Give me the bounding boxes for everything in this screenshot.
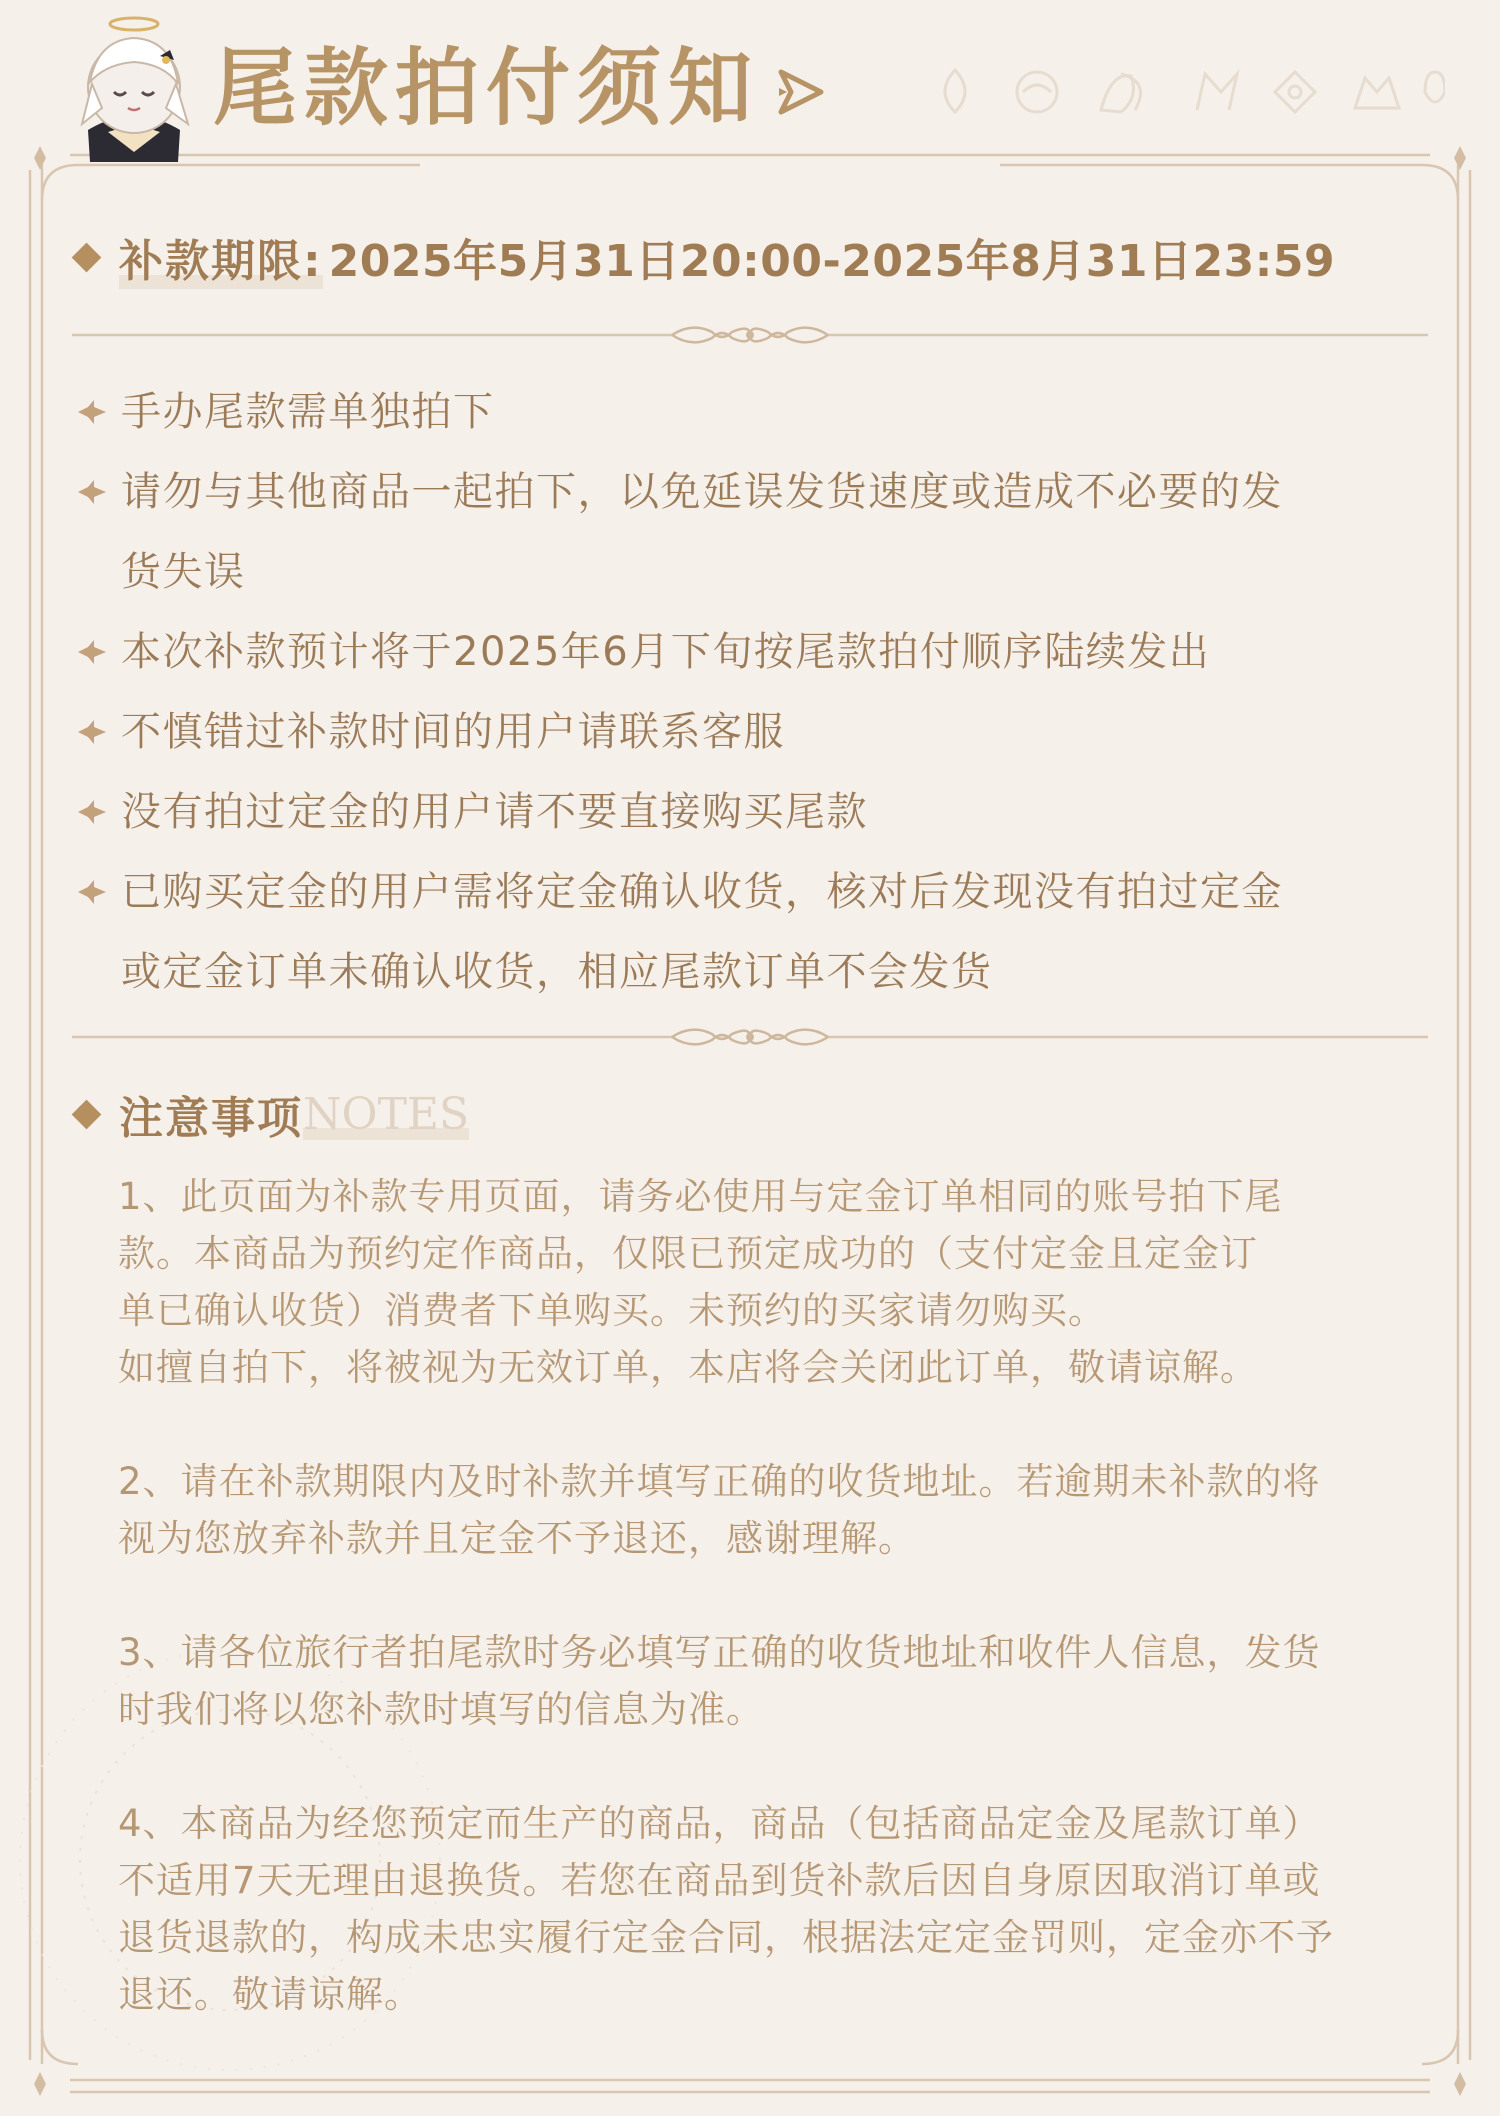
list-item (76, 372, 1396, 452)
notes-line: 2、请在补款期限内及时补款并填写正确的收货地址。若逾期未补款的将 (118, 1460, 1321, 1503)
notes-line: 单已确认收货）消费者下单购买。未预约的买家请勿购买。 (118, 1289, 1106, 1332)
notes-line: 不适用7天无理由退换货。若您在商品到货补款后因自身原因取消订单或 (118, 1859, 1321, 1902)
list-item (76, 772, 1396, 852)
notes-line: 4、本商品为经您预定而生产的商品，商品（包括商品定金及尾款订单） (118, 1802, 1321, 1845)
diamond-bullet-icon (72, 1099, 102, 1129)
list-item (76, 852, 1396, 1012)
list-item-text: 本次补款预计将于2025年6月下旬按尾款拍付顺序陆续发出 (121, 629, 1211, 675)
arrow-star-icon (775, 68, 827, 116)
page-title: 尾款拍付须知 (213, 38, 760, 137)
notes-line: 视为您放弃补款并且定金不予退还，感谢理解。 (118, 1517, 916, 1560)
notes-line: 如擅自拍下，将被视为无效订单，本店将会关闭此订单，敬请谅解。 (118, 1346, 1258, 1389)
ornamental-divider (72, 1022, 1428, 1052)
list-item (76, 692, 1396, 772)
list-item-text: 货失误 (121, 549, 246, 595)
list-item-text: 已购买定金的用户需将定金确认收货，核对后发现没有拍过定金 (121, 869, 1283, 915)
deadline-label: 补款期限: (119, 225, 323, 289)
ornamental-divider (72, 320, 1428, 350)
notes-title-en: NOTES (303, 1088, 470, 1140)
list-item-text: 没有拍过定金的用户请不要直接购买尾款 (121, 789, 868, 835)
deadline-value: 2025年5月31日20:00-2025年8月31日23:59 (328, 236, 1336, 287)
arrow-star-icon (76, 798, 108, 826)
notes-line: 退还。敬请谅解。 (118, 1973, 422, 2016)
arrow-star-icon (76, 638, 108, 666)
notes-paragraph (118, 1795, 1418, 2023)
element-emblems (925, 62, 1445, 122)
diamond-bullet-icon (72, 242, 102, 272)
list-item-text: 或定金订单未确认收货，相应尾款订单不会发货 (121, 949, 993, 995)
notes-line: 时我们将以您补款时填写的信息为准。 (118, 1688, 764, 1731)
notes-paragraph (118, 1453, 1418, 1567)
notes-line: 3、请各位旅行者拍尾款时务必填写正确的收货地址和收件人信息，发货 (118, 1631, 1321, 1674)
notes-line: 1、此页面为补款专用页面，请务必使用与定金订单相同的账号拍下尾 (118, 1175, 1283, 1218)
notes-body (118, 1168, 1418, 2023)
list-item-text: 不慎错过补款时间的用户请联系客服 (121, 709, 785, 755)
notes-line: 退货退款的，构成未忠实履行定金合同，根据法定定金罚则，定金亦不予 (118, 1916, 1334, 1959)
arrow-star-icon (76, 398, 108, 426)
list-item-text: 请勿与其他商品一起拍下，以免延误发货速度或造成不必要的发 (121, 469, 1283, 515)
notes-heading (76, 1082, 469, 1146)
list-item (76, 452, 1396, 612)
notes-paragraph (118, 1168, 1418, 1396)
notes-line: 款。本商品为预约定作商品，仅限已预定成功的（支付定金且定金订 (118, 1232, 1258, 1275)
notes-title: 注意事项 (119, 1093, 303, 1144)
notes-paragraph (118, 1624, 1418, 1738)
arrow-star-icon (76, 718, 108, 746)
bullet-list (76, 372, 1396, 1012)
list-item-text: 手办尾款需单独拍下 (121, 389, 495, 435)
deadline-row (76, 222, 1335, 292)
arrow-star-icon (76, 478, 108, 506)
arrow-star-icon (76, 878, 108, 906)
list-item (76, 612, 1396, 692)
paimon-mascot (68, 12, 200, 162)
